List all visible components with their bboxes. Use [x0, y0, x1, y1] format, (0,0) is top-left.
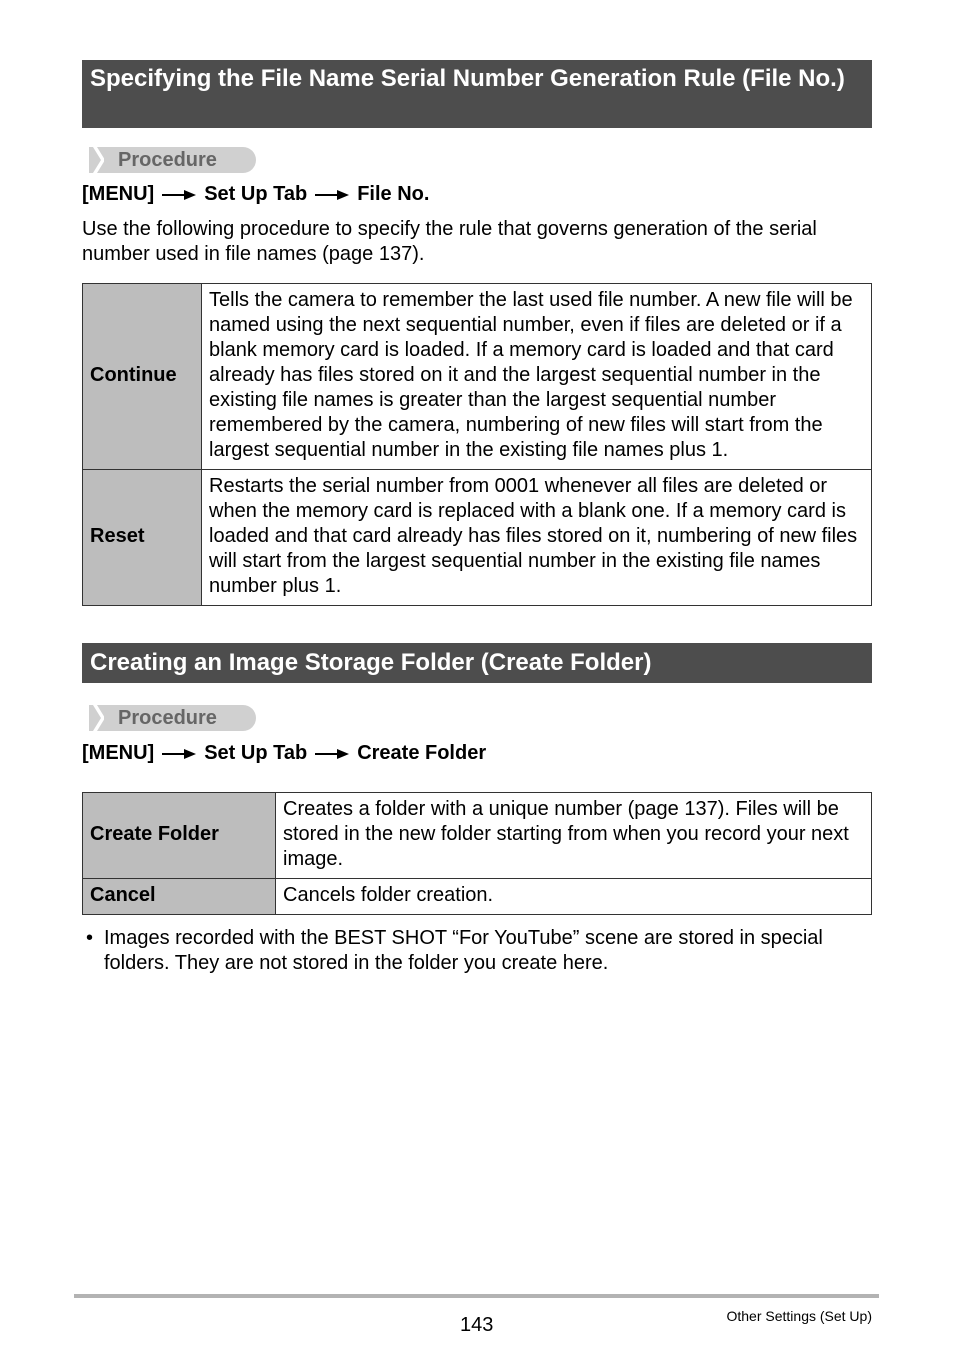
option-description: Tells the camera to remember the last used file number. A new file will be named using the next sequential number, even if files are deleted or if a blank memory card is loaded. If a memory card is loaded and that card already has files stored on it and the largest sequential number in the existing file names is greater than the largest sequential number remembered by the camera, numbering of new files will start from the largest sequential number in the existing file names plus 1.	[202, 284, 872, 470]
procedure-label: Procedure	[118, 149, 217, 171]
table-row	[83, 879, 872, 915]
path-step-item: File No.	[357, 183, 430, 205]
section-title-create-folder: Creating an Image Storage Folder (Create Folder)	[82, 643, 872, 683]
option-description: Cancels folder creation.	[276, 879, 872, 915]
procedure-label: Procedure	[118, 707, 217, 729]
option-description: Creates a folder with a unique number (page 137). Files will be stored in the new folder starting from when you record your next image.	[276, 793, 872, 879]
section-description: Use the following procedure to specify the rule that governs generation of the serial number used in file names (page 137).	[82, 218, 817, 265]
table-row	[83, 284, 872, 470]
option-description: Restarts the serial number from 0001 whenever all files are deleted or when the memory card is replaced with a blank one. If a memory card is loaded and that card already has files stored on it, numbering of new files will start from the largest sequential number in the existing file names number plus 1.	[202, 470, 872, 606]
file-no-options-table	[82, 283, 872, 606]
option-name: Reset	[83, 470, 202, 606]
bullet-icon: •	[86, 927, 94, 949]
section-title-file-no: Specifying the File Name Serial Number Generation Rule (File No.)	[82, 60, 872, 128]
path-step-item: Create Folder	[357, 742, 487, 764]
create-folder-options-table	[82, 792, 872, 915]
note-text: Images recorded with the BEST SHOT “For YouTube” scene are stored in special folders. They are not stored in the folder you create here.	[104, 927, 823, 974]
arrow-right-icon	[162, 188, 196, 202]
page-number: 143	[460, 1314, 494, 1336]
procedure-badge	[84, 147, 256, 173]
note-bullet	[82, 926, 872, 976]
path-step-tab: Set Up Tab	[204, 742, 308, 764]
arrow-right-icon	[315, 747, 349, 761]
arrow-right-icon	[162, 747, 196, 761]
path-step-tab: Set Up Tab	[204, 183, 308, 205]
option-name: Continue	[83, 284, 202, 470]
procedure-badge	[84, 705, 256, 731]
chevron-right-icon	[84, 705, 104, 731]
arrow-right-icon	[315, 188, 349, 202]
menu-path	[82, 183, 429, 206]
table-row	[83, 470, 872, 606]
path-step-menu: [MENU]	[82, 742, 155, 764]
option-name: Cancel	[83, 879, 276, 915]
footer-section-label: Other Settings (Set Up)	[726, 1308, 872, 1324]
menu-path	[82, 742, 486, 765]
chevron-right-icon	[84, 147, 104, 173]
path-step-menu: [MENU]	[82, 183, 155, 205]
option-name: Create Folder	[83, 793, 276, 879]
table-row	[83, 793, 872, 879]
footer-divider	[74, 1294, 879, 1298]
